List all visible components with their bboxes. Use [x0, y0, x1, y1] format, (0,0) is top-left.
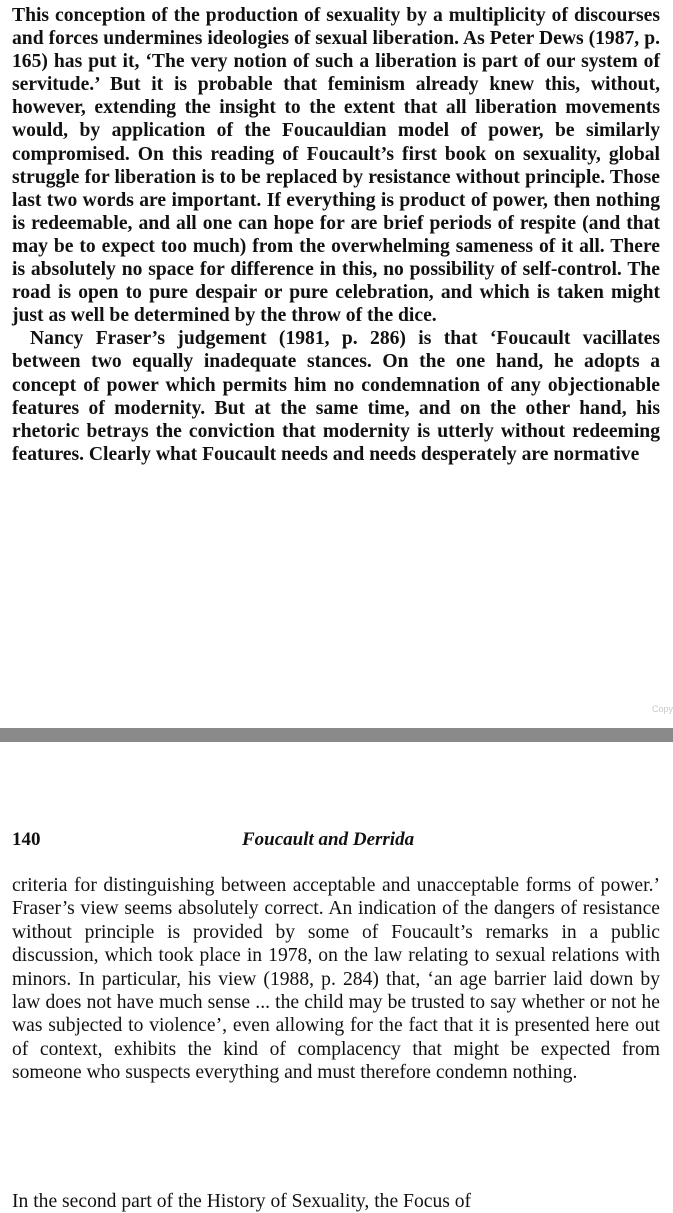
bottom-body-text: [12, 874, 660, 1085]
page-bottom: [0, 742, 673, 1212]
running-head: [12, 827, 660, 853]
bottom-paragraph-1: criteria for distinguishing between acceptable and unacceptable forms of power.’ Fraser’s view seems absolutely correct. An indication of the dangers of resistance without principle is provided by some of Foucault’s remarks in a public discussion, which took place in 1978, on the law relating to sexual relations with minors. In particular, his view (1988, p. 284) that, ‘an age barrier laid down by law does not have much sense ... the child may be trusted to say whether or not he was subjected to violence’, even allowing for the fact that it is presented here out of context, exhibits the kind of complacency that might be expected from someone who suspects everything and must therefore condemn nothing.: [12, 875, 660, 1084]
cut-off-line: [12, 1190, 660, 1212]
copyright-watermark: Copy: [651, 704, 673, 714]
cut-off-line-text: In the second part of the History of Sexuality, the Focus of: [12, 1191, 472, 1212]
top-paragraph-2: Nancy Fraser’s judgement (1981, p. 286) is that ‘Foucault vacillates between two equally inadequate stances. On the one hand, he adopts a concept of power which permits him no condemnation of any objectionable features of modernity. But at the same time, and on the other hand, his rhetoric betrays the conviction that modernity is utterly without redeeming features. Clearly what Foucault needs and needs desperately are normative: [12, 328, 660, 465]
running-title: Foucault and Derrida: [242, 829, 415, 850]
top-body-text: [12, 4, 660, 466]
top-paragraph-1: This conception of the production of sexuality by a multiplicity of discourses and forces undermines ideologies of sexual liberation. As Peter Dews (1987, p. 165) has put it, ‘The very notion of such a liberation is part of our system of servitude.’ But it is probable that feminism already knew this, without, however, extending the insight to the extent that all liberation movements would, by application of the Foucauldian model of power, be similarly compromised. On this reading of Foucault’s first book on sexuality, global struggle for liberation is to be replaced by resistance without principle. Those last two words are important. If everything is product of power, then nothing is redeemable, and all one can hope for are brief periods of respite (and that may be to expect too much) from the overwhelming sameness of it all. There is absolutely no space for difference in this, no possibility of self-control. The road is open to pure despair or pure celebration, and which is taken might just as well be determined by the throw of the dice.: [12, 5, 660, 327]
page-number: 140: [12, 829, 41, 850]
page-divider: [0, 728, 673, 742]
